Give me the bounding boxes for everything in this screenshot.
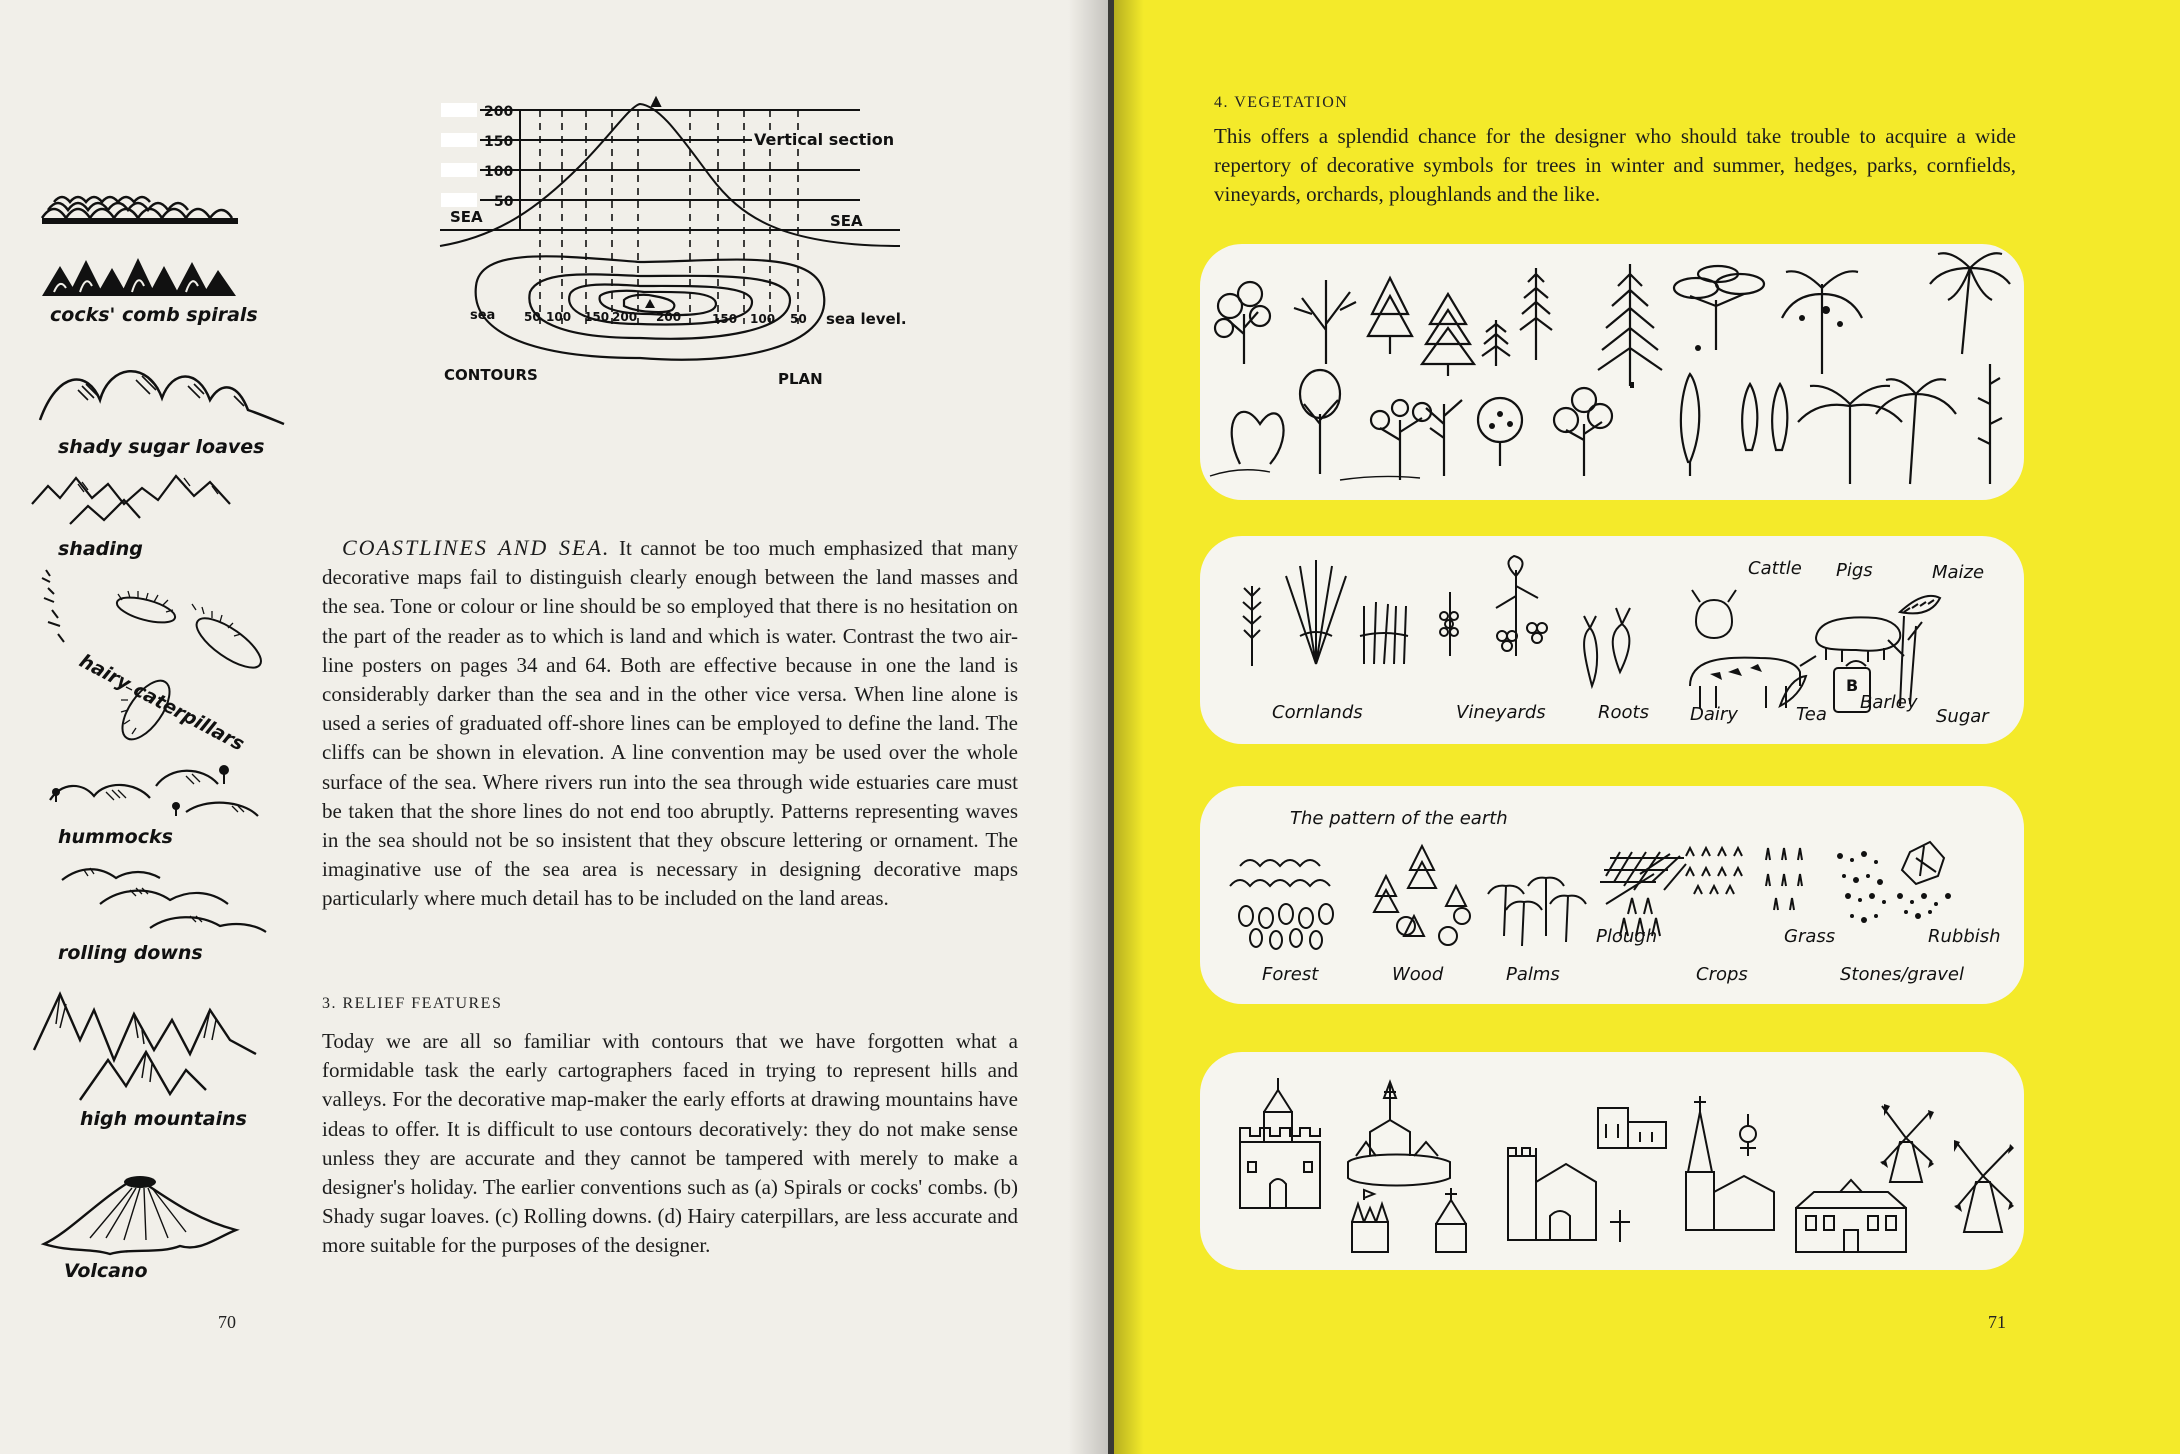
- label-palms: Palms: [1506, 964, 1560, 985]
- diagram-sea-left: SEA: [450, 208, 483, 226]
- plan-label-50a: 50: [524, 310, 541, 324]
- hummocks-symbol: [46, 756, 266, 826]
- panel-buildings: [1200, 1052, 2024, 1270]
- label-cornlands: Cornlands: [1272, 702, 1363, 723]
- diagram-label-50: 50: [494, 194, 514, 210]
- label-hairy-caterpillars: hairy caterpillars: [75, 650, 248, 756]
- diagram-label-150: 150: [484, 134, 514, 150]
- label-vineyards: Vineyards: [1456, 702, 1546, 723]
- label-rubbish: Rubbish: [1928, 926, 2001, 947]
- hairy-caterpillars-symbol: [36, 560, 256, 740]
- coastlines-heading: COASTLINES AND SEA.: [342, 535, 611, 560]
- diagram-plan: PLAN: [778, 370, 823, 388]
- label-hummocks: hummocks: [58, 826, 173, 848]
- plan-label-150b: 150: [712, 312, 738, 326]
- label-plough: Plough: [1596, 926, 1658, 947]
- plan-label-50b: 50: [790, 312, 807, 326]
- high-mountains-symbol: [30, 990, 260, 1110]
- relief-paragraph: Today we are all so familiar with contours that we have forgotten what a formidable task the early cartographers faced in trying to represent hills and valleys. For the decorative map-maker the early efforts at drawing mountains have ideas to offer. It is difficult to use contours decoratively: they do not make sense unless they are accurate and they cannot be tampered with merely to make a designer's holiday. The earlier conventions such as (a) Spirals or cocks' combs. (b) Shady sugar loaves. (c) Rolling downs. (d) Hairy caterpillars, are less accurate and more suitable for the purposes of the designer.: [322, 1029, 1018, 1258]
- label-high-mountains: high mountains: [80, 1108, 247, 1130]
- panel-crops: [1200, 536, 2024, 744]
- plan-sea-level: sea level.: [826, 310, 907, 328]
- panel-earth-pattern: [1200, 786, 2024, 1004]
- label-tea: Tea: [1796, 704, 1827, 725]
- coastlines-paragraph: [322, 533, 1018, 914]
- waves-symbol: [40, 190, 240, 230]
- plan-label-100a: 100: [546, 310, 572, 324]
- label-earth-title: The pattern of the earth: [1290, 808, 1508, 829]
- volcano-symbol: [40, 1168, 240, 1258]
- label-rolling-downs: rolling downs: [58, 942, 203, 964]
- plan-label-200a: 200: [612, 310, 638, 324]
- relief-heading: 3. RELIEF FEATURES: [322, 995, 503, 1012]
- label-crops: Crops: [1696, 964, 1748, 985]
- label-maize: Maize: [1932, 562, 1985, 583]
- page-number-right: 71: [1988, 1312, 2006, 1332]
- coastlines-text: It cannot be too much emphasized that many decorative maps fail to distinguish clearly enough between the land masses and the sea. Tone or colour or line should be so employed that there is no hesitation on the part of the reader as to which is land and which is water. Contrast the two air-line posters on pages 34 and 64. Both are effective because in one the land is considerably darker than the sea and in the other vice versa. When line alone is used a series of graduated off-shore lines can be employed to define the land. The cliffs can be shown in elevation. A line convention may be used over the whole surface of the sea. Where rivers run into the sea through wide estuaries care must be taken that the shore lines do not end too abruptly. Patterns representing waves in the sea should not be so insistent that they obscure lettering or ornament. The imaginative use of the sea area is necessary in designing decorative maps particularly where much detail has to be included on the land areas.: [322, 536, 1019, 911]
- label-cocks-comb: cocks' comb spirals: [50, 304, 258, 326]
- plan-label-sea: sea: [470, 308, 496, 323]
- diagram-contours: CONTOURS: [444, 366, 538, 384]
- sugar-loaves-symbol: [38, 350, 288, 430]
- label-dairy: Dairy: [1690, 704, 1738, 725]
- plan-label-100b: 100: [750, 312, 776, 326]
- page-number-left: 70: [218, 1312, 236, 1332]
- label-barley: Barley: [1860, 692, 1918, 713]
- label-wood: Wood: [1392, 964, 1444, 985]
- panel-trees: [1200, 244, 2024, 500]
- buildings-illustration: [1200, 1052, 2024, 1270]
- label-shady-sugar: shady sugar loaves: [58, 436, 265, 458]
- label-roots: Roots: [1598, 702, 1649, 723]
- diagram-sea-right: SEA: [830, 212, 863, 230]
- cocks-comb-symbol: [40, 252, 240, 300]
- diagram-label-200: 200: [484, 104, 514, 120]
- label-stones-gravel: Stones/gravel: [1840, 964, 1965, 985]
- trees-illustration: [1200, 244, 2024, 500]
- shading-mountains-symbol: [30, 464, 240, 534]
- plan-label-200b: 200: [656, 310, 682, 324]
- diagram-label-100: 100: [484, 164, 514, 180]
- vegetation-heading: 4. VEGETATION: [1214, 94, 1349, 111]
- label-volcano: Volcano: [64, 1260, 148, 1282]
- vegetation-paragraph: This offers a splendid chance for the designer who should take trouble to acquire a wide repertory of decorative symbols for trees in winter and summer, hedges, parks, cornfields, vineyards, orchards, ploughlands and the like.: [1214, 124, 2016, 207]
- label-forest: Forest: [1262, 964, 1319, 985]
- label-sugar: Sugar: [1936, 706, 1989, 727]
- sack-letter: B: [1846, 676, 1859, 695]
- label-pigs: Pigs: [1836, 560, 1873, 581]
- label-shading: shading: [58, 538, 143, 560]
- label-grass: Grass: [1784, 926, 1836, 947]
- label-cattle: Cattle: [1748, 558, 1802, 579]
- rolling-downs-symbol: [60, 860, 270, 940]
- plan-label-150a: 150: [584, 310, 610, 324]
- diagram-vertical-section: Vertical section: [754, 130, 895, 149]
